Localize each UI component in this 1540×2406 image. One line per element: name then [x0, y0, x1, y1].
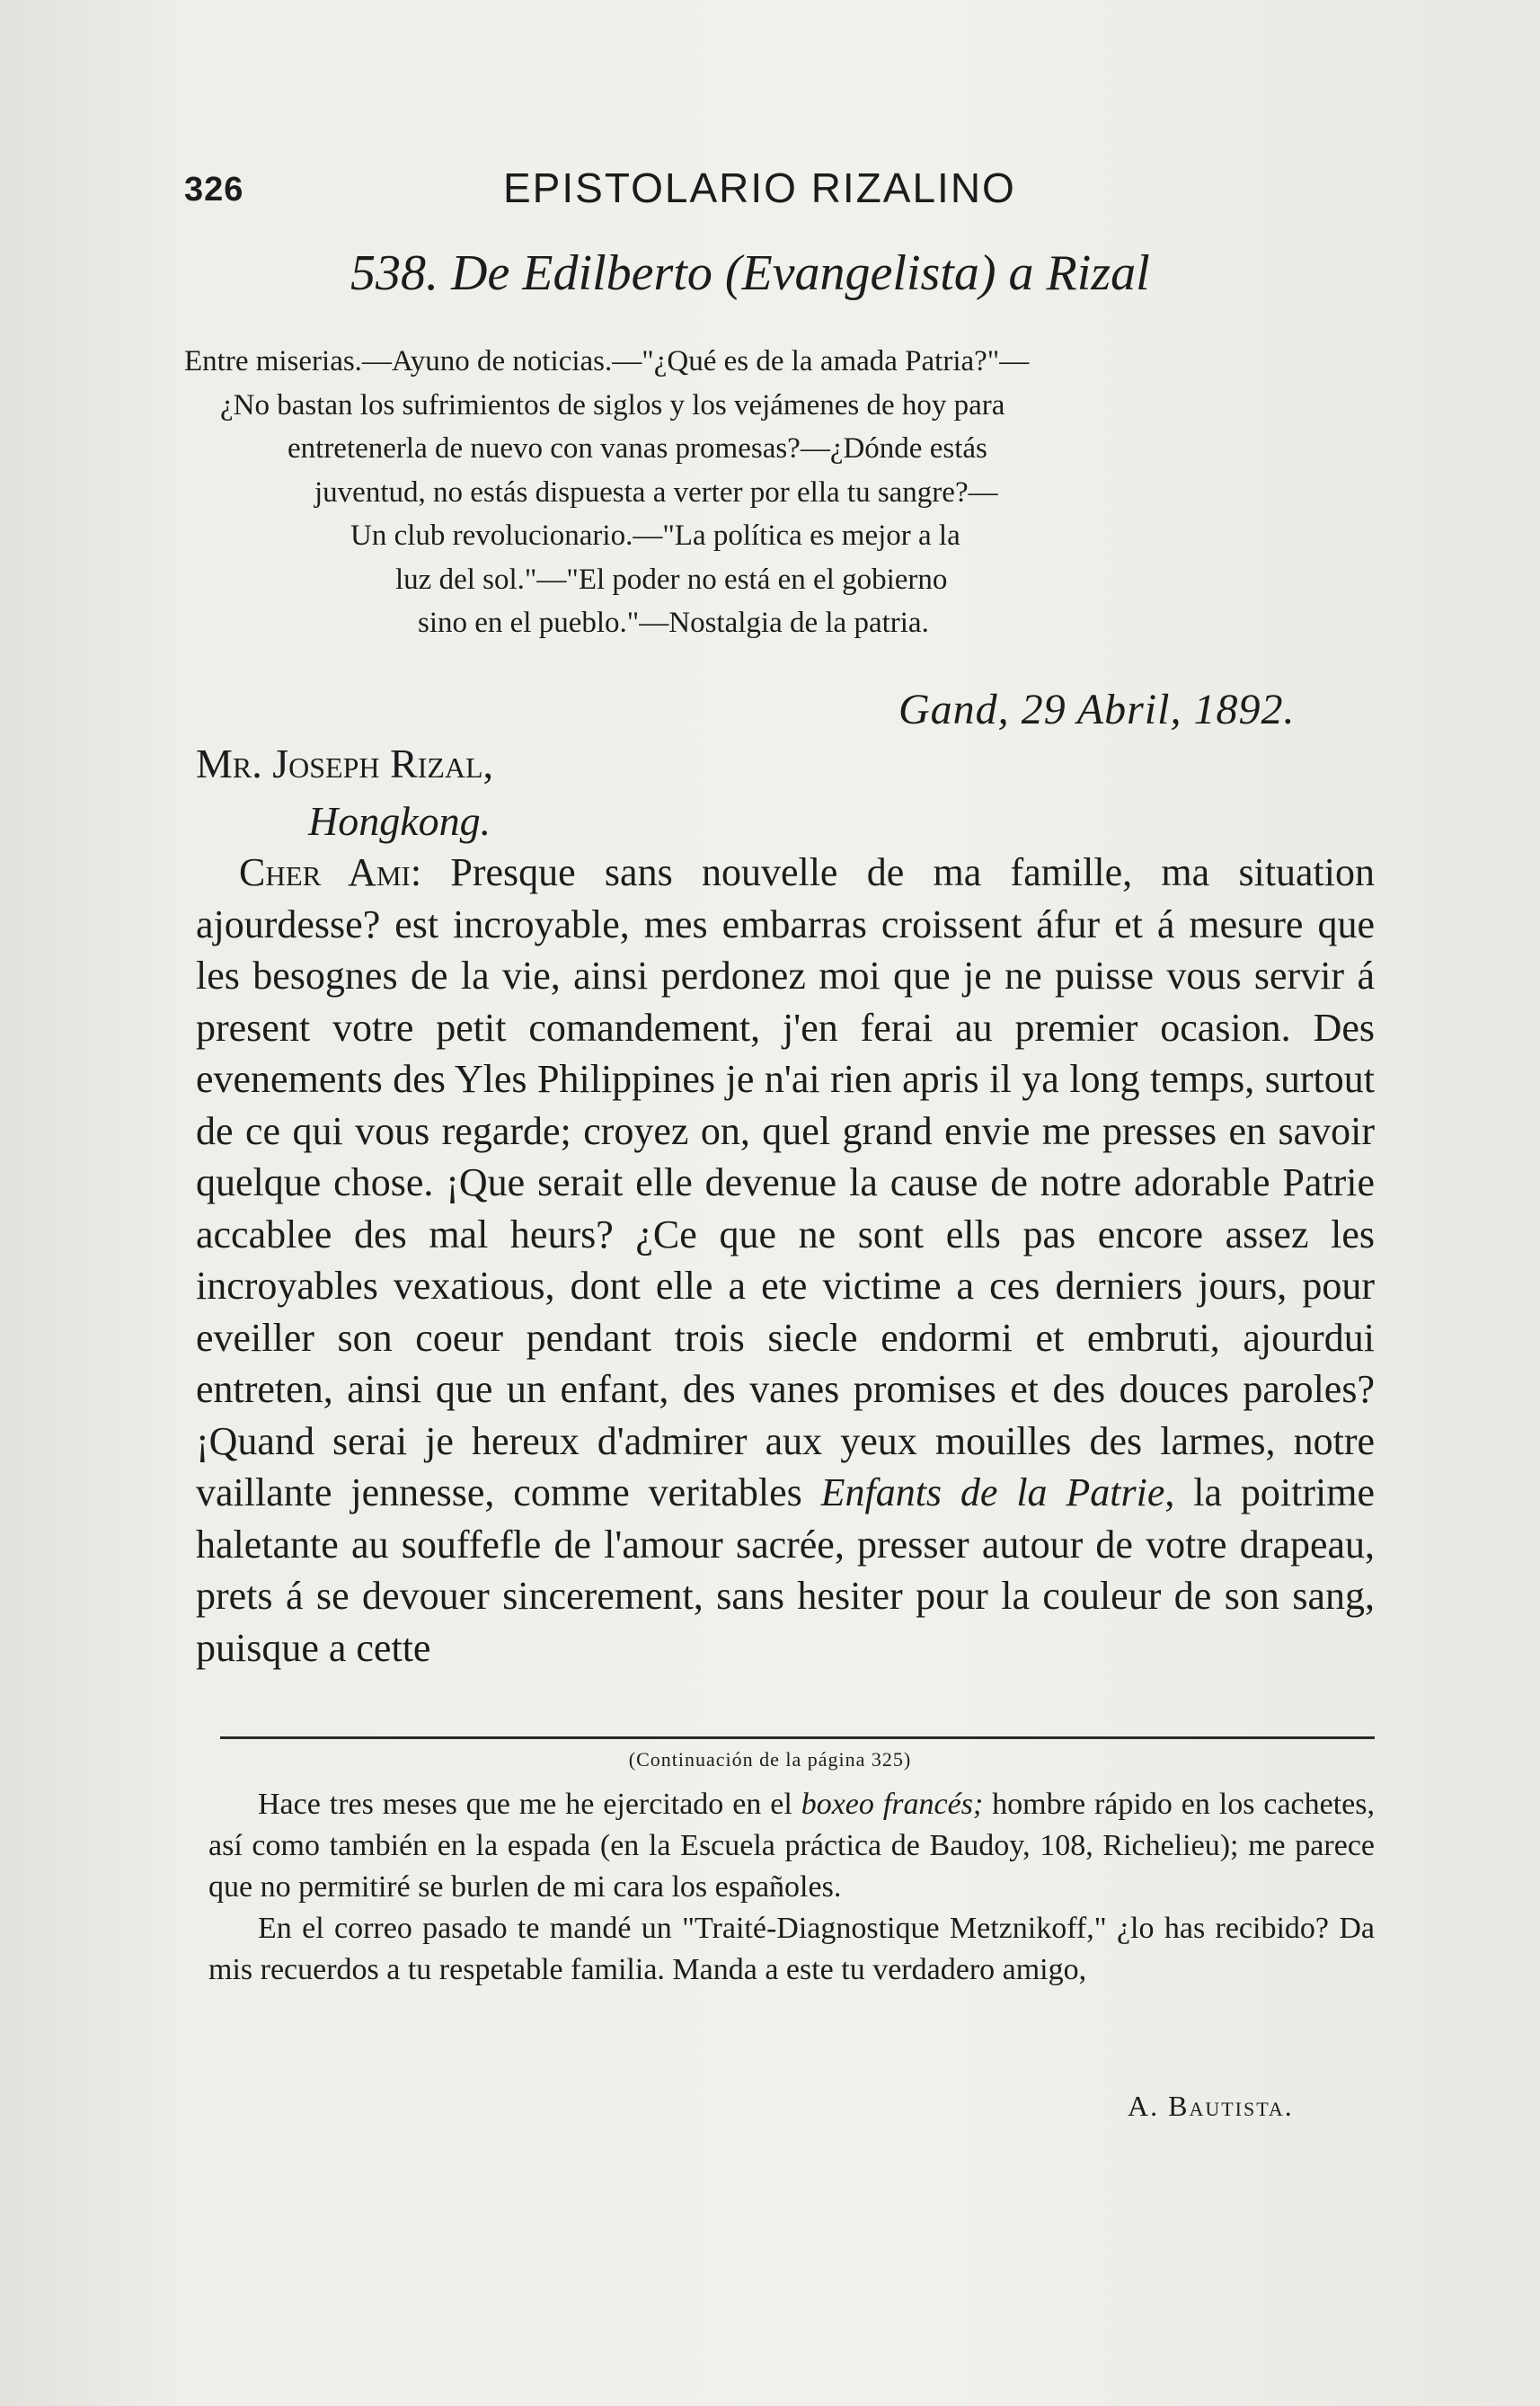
recipient-block	[196, 735, 493, 850]
summary-line: ¿No bastan los sufrimientos de siglos y los vejámenes de hoy para	[220, 388, 1005, 422]
running-head: EPISTOLARIO RIZALINO	[503, 164, 1016, 211]
footnote-block	[208, 1784, 1375, 1991]
summary-line: Entre miserias.—Ayuno de noticias.—"¿Qué es de la amada Patria?"—	[184, 345, 1030, 377]
footnote-text: Escuela práctica	[680, 1829, 882, 1862]
page-number: 326	[184, 171, 244, 209]
letter-title: 538. De Edilberto (Evangelista) a Rizal	[350, 245, 1150, 301]
summary-line: luz del sol."—"El poder no está en el gobierno	[395, 563, 948, 596]
footnote-text: de Baudoy, 108, Richelieu); me parece que no permitiré se burlen de mi cara los españoles.	[208, 1829, 1375, 1904]
letter-summary	[184, 340, 1325, 645]
recipient-place: Hongkong.	[308, 798, 491, 844]
footnote-italic: boxeo francés;	[801, 1788, 984, 1821]
body-paragraph	[196, 847, 1375, 1674]
summary-line: entretenerla de nuevo con vanas promesas?—¿Dónde estás	[288, 432, 987, 465]
letter-body	[196, 847, 1375, 1674]
body-text: Presque sans nouvelle de ma famille, ma situation ajourdesse? est incroyable, mes embarras croissent áfur et á mesure que les besognes de la vie, ainsi perdonez moi que je ne puisse vous servir á present votre petit comandement, j'en ferai au premier ocasion. Des evenements des Yles Philippines je n'ai rien apris il ya long temps, surtout de ce qui vous regarde; croyez on, quel grand envie me presses en savoir quelque chose. ¡Que serait elle devenue la cause de notre adorable Patrie accablee des mal heurs? ¿Ce que ne sont ells pas encore assez les incroyables vexatious, dont elle a ete victime a ces derniers jours, pour eveiller son coeur pendant trois siecle endormi et embruti, ajourdui entreten, ainsi que un enfant, des vanes promises et des douces paroles? ¡Quand serai je hereux d'admirer aux yeux mouilles des larmes, notre vaillante jennesse, comme veritables	[196, 850, 1375, 1514]
summary-line: Un club revolucionario.—"La política es mejor a la	[350, 519, 960, 552]
footnote-text: hombre rápido en los cachetes, así como también en la espada (en la	[208, 1788, 1375, 1862]
footnote-paragraph	[208, 1784, 1375, 1908]
page-header	[184, 160, 1190, 214]
footnote-paragraph: En el correo pasado te mandé un "Traité-Diagnostique Metznikoff," ¿lo has recibido? Da mis recuerdos a tu respetable familia. Manda a este tu verdadero amigo,	[208, 1912, 1375, 1986]
footnote-divider	[220, 1736, 1375, 1739]
summary-line: sino en el pueblo."—Nostalgia de la patria.	[418, 607, 929, 639]
signature: A. Bautista.	[1128, 2090, 1294, 2122]
continuation-note: (Continuación de la página 325)	[628, 1748, 912, 1771]
summary-line: juventud, no estás dispuesta a verter por ella tu sangre?—	[314, 475, 998, 509]
recipient-name: Mr. Joseph Rizal,	[196, 741, 494, 786]
footnote-text: Hace tres meses que me he ejercitado en el	[258, 1788, 801, 1821]
body-italic: Enfants de la Patrie	[820, 1470, 1165, 1514]
salutation: Cher Ami:	[239, 850, 422, 894]
body-text: , la poitrime haletante au souffefle de l'amour sacrée, presser autour de votre drapeau, prets á se devouer sincerement, sans hesiter pour la couleur de son sang, puisque a cette	[196, 1470, 1375, 1670]
dateline: Gand, 29 Abril, 1892.	[898, 686, 1296, 733]
